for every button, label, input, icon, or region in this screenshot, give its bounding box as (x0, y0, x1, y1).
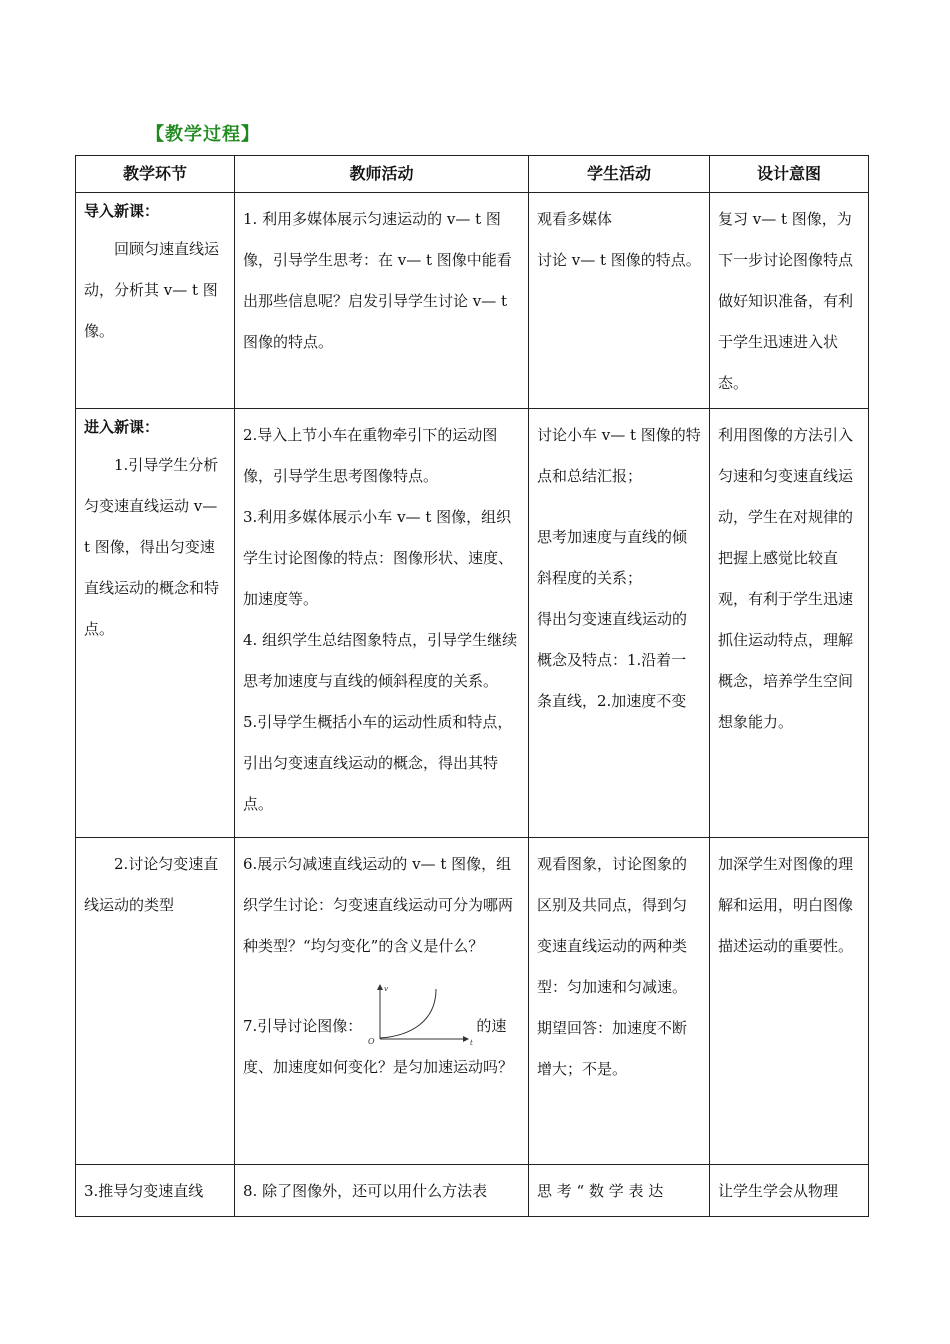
col-header-student: 学生活动 (529, 156, 710, 193)
stage-cell (76, 838, 235, 1165)
graph-t-label: t (470, 1039, 474, 1047)
stage-cell (76, 1165, 235, 1217)
teacher-text: 6.展示匀减速直线运动的 v— t 图像，组织学生讨论：匀变速直线运动可分为哪两种类型？“均匀变化”的含义是什么？ (243, 855, 514, 955)
lesson-table (75, 155, 869, 1217)
stage-text: 1.引导学生分析匀变速直线运动 v— t 图像，得出匀变速直线运动的概念和特点。 (84, 456, 220, 638)
student-text: 观看多媒体 (537, 210, 613, 228)
col-header-stage: 教学环节 (76, 156, 235, 193)
teacher-text: 8. 除了图像外，还可以用什么方法表 (243, 1182, 488, 1200)
spacer (537, 497, 701, 517)
intent-text: 利用图像的方法引入匀速和匀变速直线运动，学生在对规律的把握上感觉比较直观，有利于学生迅速抓住运动特点，理解概念，培养学生空间想象能力。 (718, 426, 854, 731)
intent-cell (710, 1165, 869, 1217)
teacher-text: 5.引导学生概括小车的运动性质和特点，引出匀变速直线运动的概念，得出其特点。 (243, 713, 513, 813)
teacher-text: 3.利用多媒体展示小车 v— t 图像，组织学生讨论图像的特点：图像形状、速度、加速度等。 (243, 508, 514, 608)
intent-text: 复习 v— t 图像，为下一步讨论图像特点做好知识准备，有利于学生迅速进入状态。 (718, 210, 854, 392)
graph-curve (380, 989, 436, 1038)
table-row (76, 409, 869, 838)
student-text: 观看图象，讨论图象的区别及共同点，得到匀变速直线运动的两种类型：匀加速和匀减速。 (537, 855, 688, 996)
stage-text: 2.讨论匀变速直线运动的类型 (84, 855, 219, 914)
stage-text: 3.推导匀变速直线 (84, 1182, 204, 1200)
teacher-cell (235, 193, 529, 409)
table-row (76, 838, 869, 1165)
student-cell (529, 1165, 710, 1217)
intent-text: 让学生学会从物理 (718, 1182, 839, 1200)
student-cell (529, 838, 710, 1165)
teacher-cell (235, 1165, 529, 1217)
intent-cell (710, 409, 869, 838)
teacher-text: 2.导入上节小车在重物牵引下的运动图像，引导学生思考图像特点。 (243, 426, 498, 485)
stage-title: 进入新课： (84, 418, 160, 436)
teacher-text: 4. 组织学生总结图象特点，引导学生继续思考加速度与直线的倾斜程度的关系。 (243, 631, 518, 690)
table-row (76, 193, 869, 409)
teacher-cell (235, 838, 529, 1165)
student-cell (529, 193, 710, 409)
teacher-cell (235, 409, 529, 838)
student-text: 期望回答：加速度不断增大；不是。 (537, 1019, 688, 1078)
student-text: 思考加速度与直线的倾斜程度的关系； (537, 528, 688, 587)
intent-cell (710, 193, 869, 409)
stage-title: 导入新课： (84, 202, 160, 220)
student-text: 得出匀变速直线运动的概念及特点：1.沿着一条直线，2.加速度不变 (537, 610, 688, 710)
stage-cell (76, 409, 235, 838)
student-cell (529, 409, 710, 838)
student-text: 思 考 “ 数 学 表 达 (537, 1182, 664, 1200)
intent-text: 加深学生对图像的理解和运用，明白图像描述运动的重要性。 (718, 855, 854, 955)
student-text: 讨论 v— t 图像的特点。 (537, 251, 701, 269)
section-heading: 【教学过程】 (146, 124, 260, 145)
col-header-teacher: 教师活动 (235, 156, 529, 193)
stage-cell (76, 193, 235, 409)
teacher-text: 1. 利用多媒体展示匀速运动的 v— t 图像，引导学生思考：在 v— t 图像中能看出那些信息呢？启发引导学生讨论 v— t 图像的特点。 (243, 210, 512, 351)
intent-cell (710, 838, 869, 1165)
v-t-graph (366, 981, 476, 1047)
stage-text: 回顾匀速直线运动，分析其 v— t 图像。 (84, 240, 220, 340)
student-text: 讨论小车 v— t 图像的特点和总结汇报； (537, 426, 701, 485)
graph-v-label: v (384, 985, 389, 993)
table-header-row (76, 156, 869, 193)
col-header-intent: 设计意图 (710, 156, 869, 193)
teacher-text-q7 (243, 981, 520, 1088)
graph-o-label: O (368, 1037, 375, 1046)
teacher-q7-lead: 7.引导讨论图像： (243, 1017, 363, 1035)
teacher-q7-tail: 的速度、加速度如何变化？是匀加速运动吗？ (243, 1017, 514, 1076)
table-row (76, 1165, 869, 1217)
